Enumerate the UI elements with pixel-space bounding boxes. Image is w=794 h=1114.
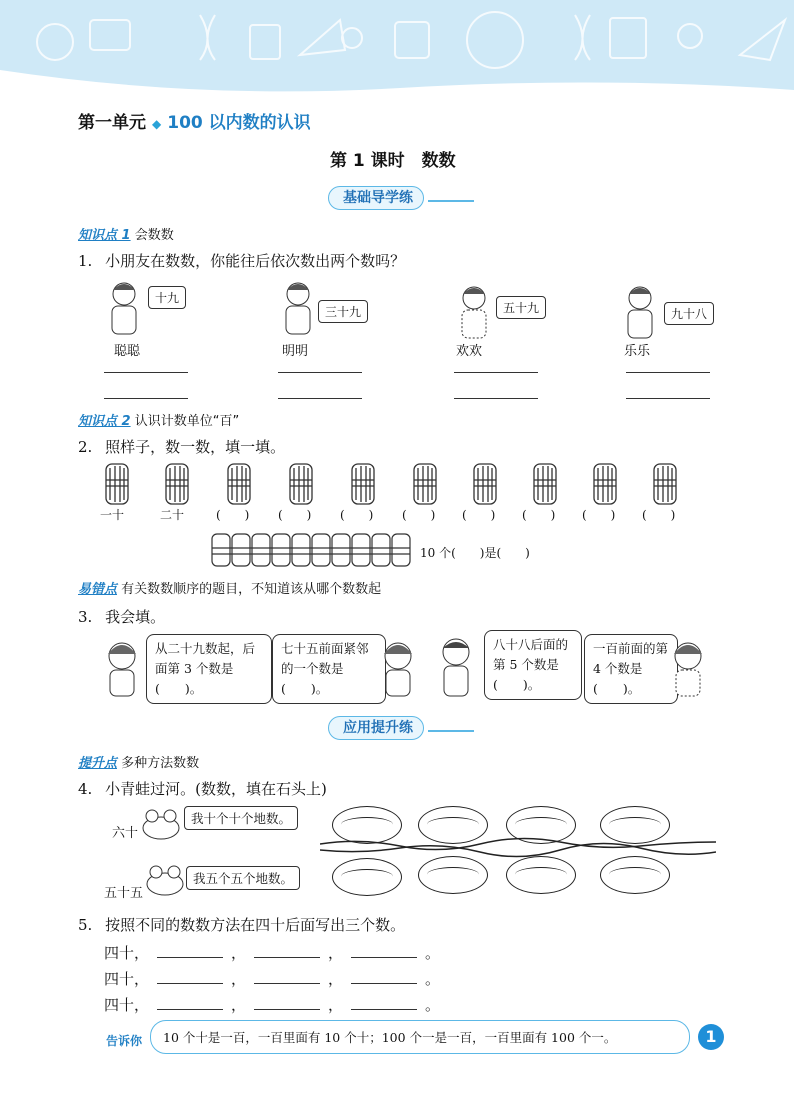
question-text: 按照不同的数数方法在四十后面写出三个数。	[105, 916, 406, 934]
frog-bubble: 我五个五个地数。	[186, 866, 300, 890]
row-start: 四十，	[104, 996, 150, 1014]
child-figure-icon	[104, 280, 144, 336]
unit-heading	[78, 108, 311, 133]
bundle-label[interactable]: ( )	[582, 508, 616, 522]
speech-bubble: 九十八	[664, 302, 714, 325]
frog-bubble: 我十个十个地数。	[184, 806, 298, 830]
answer-line[interactable]	[278, 398, 362, 399]
child-figure-icon	[620, 284, 660, 340]
lift-tag: 提升点	[78, 756, 118, 771]
tip-tag: 告诉你	[106, 1034, 143, 1048]
hundred-sentence[interactable]: 10 个( )是( )	[420, 546, 530, 560]
kp-text: 认识计数单位“百”	[134, 414, 240, 429]
boy-figure-icon	[434, 636, 480, 700]
answer-line[interactable]	[104, 398, 188, 399]
answer-line[interactable]	[626, 372, 710, 373]
bundle-icon	[166, 464, 188, 504]
unit-topic: 100 以内数的认识	[167, 113, 311, 133]
question-5	[78, 914, 405, 935]
blank[interactable]	[351, 995, 417, 1010]
question-3	[78, 606, 165, 627]
question-number: 3.	[78, 608, 93, 626]
bundle-icon	[290, 464, 312, 504]
stone[interactable]	[418, 806, 488, 844]
diamond-icon: ◆	[152, 117, 162, 131]
stone[interactable]	[332, 806, 402, 844]
bundle-label: 一十	[100, 508, 125, 522]
mistake-point	[78, 578, 381, 597]
bundle-icon	[106, 464, 128, 504]
section-banner-apply	[328, 716, 478, 740]
stone[interactable]	[506, 856, 576, 894]
fill-row: 四十， ， ， 。	[104, 996, 441, 1014]
kid-name: 欢欢	[456, 344, 483, 359]
question-number: 4.	[78, 780, 93, 798]
girl-figure-icon	[100, 640, 146, 700]
stone[interactable]	[506, 806, 576, 844]
bundle-icon	[594, 464, 616, 504]
speech-bubble: 三十九	[318, 300, 368, 323]
stone[interactable]	[600, 856, 670, 894]
frog-start: 六十	[112, 826, 139, 841]
answer-line[interactable]	[278, 372, 362, 373]
blank[interactable]	[351, 943, 417, 958]
hundred-bundle	[210, 530, 416, 570]
frog-start: 五十五	[104, 886, 144, 901]
kp-text: 会数数	[134, 228, 174, 243]
section-banner-basic	[328, 186, 478, 210]
stick-bundles	[100, 460, 700, 508]
question-number: 1.	[78, 252, 93, 270]
bundle-label[interactable]: ( )	[278, 508, 312, 522]
lift-point	[78, 752, 199, 771]
kp-tag: 知识点 2	[78, 414, 131, 429]
bundle-label[interactable]: ( )	[462, 508, 496, 522]
speech-bubble: 十九	[148, 286, 186, 309]
kid-2	[274, 280, 414, 400]
callout-1[interactable]: 从二十九数起，后面第 3 个数是( )。	[146, 634, 272, 704]
row-start: 四十，	[104, 944, 150, 962]
lesson-number: 第 1 课时	[330, 151, 405, 171]
bundle-label[interactable]: ( )	[340, 508, 374, 522]
answer-line[interactable]	[104, 372, 188, 373]
kid-name: 乐乐	[624, 344, 651, 359]
child-figure-icon	[454, 284, 494, 340]
kid-name: 明明	[282, 344, 309, 359]
stone[interactable]	[332, 858, 402, 896]
blank[interactable]	[254, 969, 320, 984]
child-figure-icon	[278, 280, 318, 336]
kp-tag: 知识点 1	[78, 228, 131, 243]
unit-label: 第一单元	[78, 113, 146, 133]
bundle-label[interactable]: ( )	[522, 508, 556, 522]
kid-4	[618, 280, 758, 400]
callout-2[interactable]: 七十五前面紧邻的一个数是( )。	[272, 634, 386, 704]
fill-row: 四十， ， ， 。	[104, 944, 441, 962]
page-number: 1	[698, 1024, 724, 1050]
stone[interactable]	[418, 856, 488, 894]
question-text: 我会填。	[105, 608, 166, 626]
bundle-icon	[414, 464, 436, 504]
girl-figure-icon	[376, 640, 422, 700]
question-text: 小朋友在数数，你能往后依次数出两个数吗？	[105, 252, 406, 270]
question-4	[78, 778, 327, 799]
mistake-tag: 易错点	[78, 582, 118, 597]
bundle-label[interactable]: ( )	[642, 508, 676, 522]
banner-tail	[428, 730, 474, 732]
blank[interactable]	[254, 943, 320, 958]
kid-1	[100, 280, 240, 400]
bundle-labels	[100, 506, 700, 524]
blank[interactable]	[157, 943, 223, 958]
section-label: 应用提升练	[328, 716, 424, 740]
question-2	[78, 436, 285, 457]
answer-line[interactable]	[454, 398, 538, 399]
stone[interactable]	[600, 806, 670, 844]
header-banner	[0, 0, 794, 110]
bundle-icon	[534, 464, 556, 504]
bundle-icon	[228, 464, 250, 504]
question-number: 5.	[78, 916, 93, 934]
question-text: 照样子，数一数，填一填。	[105, 438, 286, 456]
question-1	[78, 250, 405, 271]
blank[interactable]	[157, 969, 223, 984]
fill-row: 四十， ， ， 。	[104, 970, 441, 988]
callout-3[interactable]: 八十八后面的第 5 个数是( )。	[484, 630, 582, 700]
answer-line[interactable]	[626, 398, 710, 399]
mistake-text: 有关数数顺序的题目，不知道该从哪个数数起	[121, 582, 382, 597]
knowledge-point-2	[78, 410, 239, 429]
blank[interactable]	[157, 995, 223, 1010]
lesson-name: 数数	[421, 151, 456, 171]
kid-3	[452, 280, 592, 400]
bundle-icon	[352, 464, 374, 504]
question-text: 小青蛙过河。(数数，填在石头上)	[105, 780, 327, 798]
tip-box: 10 个十是一百，一百里面有 10 个十；100 个一是一百，一百里面有 100 个一。	[150, 1020, 690, 1054]
bundle-icon	[654, 464, 676, 504]
blank[interactable]	[254, 995, 320, 1010]
section-label: 基础导学练	[328, 186, 424, 210]
row-start: 四十，	[104, 970, 150, 988]
answer-line[interactable]	[454, 372, 538, 373]
frog-icon	[142, 862, 188, 898]
blank[interactable]	[351, 969, 417, 984]
banner-tail	[428, 200, 474, 202]
lesson-title	[330, 146, 456, 171]
question-number: 2.	[78, 438, 93, 456]
bundle-label[interactable]: ( )	[216, 508, 250, 522]
knowledge-point-1	[78, 224, 174, 243]
girl-figure-icon	[666, 640, 712, 700]
bundle-icon	[474, 464, 496, 504]
bundle-label[interactable]: ( )	[402, 508, 436, 522]
lift-text: 多种方法数数	[121, 756, 200, 771]
frog-icon	[138, 806, 184, 842]
kid-name: 聪聪	[114, 344, 141, 359]
speech-bubble: 五十九	[496, 296, 546, 319]
bundle-label: 二十	[160, 508, 185, 522]
callout-4[interactable]: 一百前面的第 4 个数是( )。	[584, 634, 678, 704]
